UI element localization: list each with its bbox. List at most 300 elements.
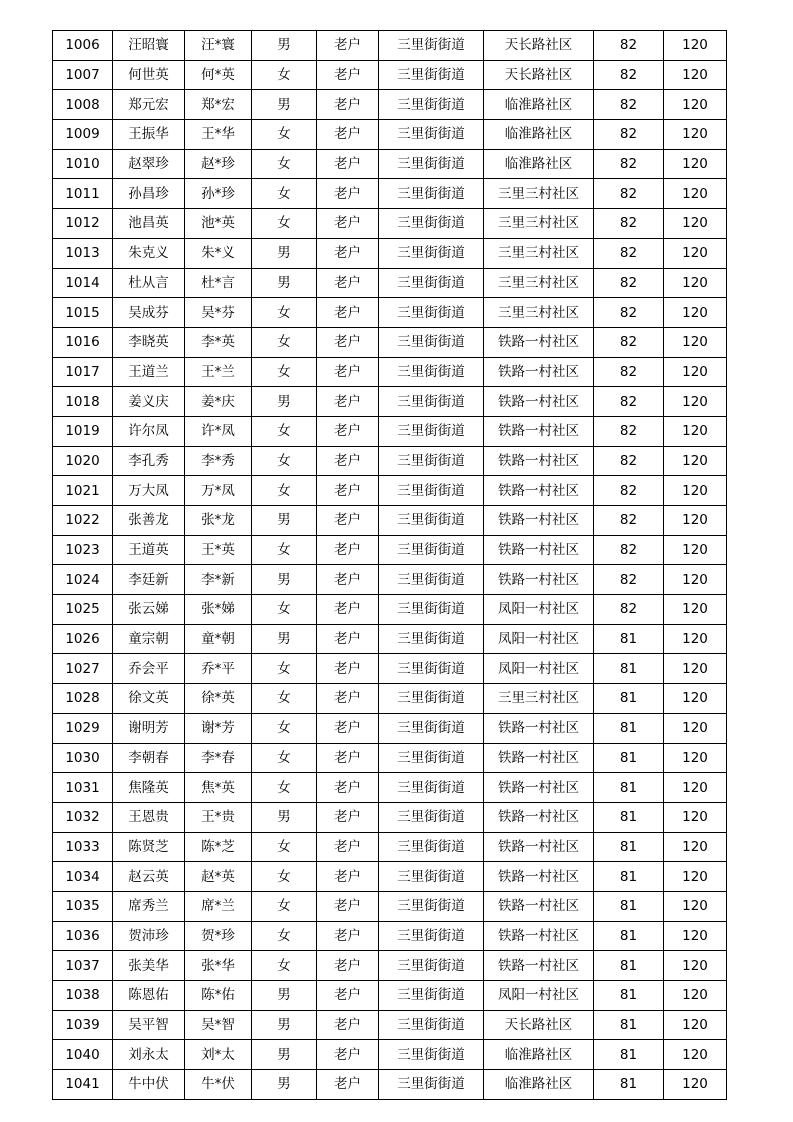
gender-cell: 女 xyxy=(252,298,317,328)
full-name-cell: 王恩贵 xyxy=(113,802,185,832)
amount-cell: 120 xyxy=(664,268,727,298)
full-name-cell: 徐文英 xyxy=(113,684,185,714)
masked-name-cell: 王*英 xyxy=(185,535,252,565)
age-cell: 82 xyxy=(594,179,664,209)
community-cell: 铁路一村社区 xyxy=(484,535,594,565)
age-cell: 81 xyxy=(594,981,664,1011)
amount-cell: 120 xyxy=(664,1040,727,1070)
amount-cell: 120 xyxy=(664,238,727,268)
gender-cell: 女 xyxy=(252,446,317,476)
community-cell: 三里三村社区 xyxy=(484,238,594,268)
street-cell: 三里街街道 xyxy=(379,862,484,892)
table-row xyxy=(53,624,727,654)
age-cell: 81 xyxy=(594,1070,664,1100)
table-row xyxy=(53,31,727,61)
category-cell: 老户 xyxy=(317,387,379,417)
community-cell: 三里三村社区 xyxy=(484,684,594,714)
full-name-cell: 牛中伏 xyxy=(113,1070,185,1100)
age-cell: 82 xyxy=(594,238,664,268)
id-cell: 1009 xyxy=(53,120,113,150)
street-cell: 三里街街道 xyxy=(379,1010,484,1040)
community-cell: 铁路一村社区 xyxy=(484,416,594,446)
id-cell: 1036 xyxy=(53,921,113,951)
table-row xyxy=(53,743,727,773)
amount-cell: 120 xyxy=(664,565,727,595)
table-row xyxy=(53,1010,727,1040)
community-cell: 铁路一村社区 xyxy=(484,476,594,506)
age-cell: 82 xyxy=(594,357,664,387)
age-cell: 81 xyxy=(594,891,664,921)
age-cell: 81 xyxy=(594,713,664,743)
masked-name-cell: 王*贵 xyxy=(185,802,252,832)
age-cell: 81 xyxy=(594,743,664,773)
category-cell: 老户 xyxy=(317,654,379,684)
full-name-cell: 何世英 xyxy=(113,60,185,90)
age-cell: 81 xyxy=(594,684,664,714)
street-cell: 三里街街道 xyxy=(379,1040,484,1070)
street-cell: 三里街街道 xyxy=(379,416,484,446)
id-cell: 1022 xyxy=(53,506,113,536)
id-cell: 1019 xyxy=(53,416,113,446)
gender-cell: 女 xyxy=(252,357,317,387)
gender-cell: 男 xyxy=(252,981,317,1011)
id-cell: 1032 xyxy=(53,802,113,832)
gender-cell: 女 xyxy=(252,921,317,951)
amount-cell: 120 xyxy=(664,773,727,803)
id-cell: 1038 xyxy=(53,981,113,1011)
community-cell: 临淮路社区 xyxy=(484,90,594,120)
full-name-cell: 李朝春 xyxy=(113,743,185,773)
table-row xyxy=(53,179,727,209)
id-cell: 1039 xyxy=(53,1010,113,1040)
street-cell: 三里街街道 xyxy=(379,981,484,1011)
full-name-cell: 刘永太 xyxy=(113,1040,185,1070)
category-cell: 老户 xyxy=(317,862,379,892)
masked-name-cell: 徐*英 xyxy=(185,684,252,714)
masked-name-cell: 牛*伏 xyxy=(185,1070,252,1100)
id-cell: 1007 xyxy=(53,60,113,90)
age-cell: 82 xyxy=(594,90,664,120)
street-cell: 三里街街道 xyxy=(379,624,484,654)
full-name-cell: 李晓英 xyxy=(113,327,185,357)
masked-name-cell: 李*秀 xyxy=(185,446,252,476)
id-cell: 1040 xyxy=(53,1040,113,1070)
table-row xyxy=(53,921,727,951)
table-row xyxy=(53,891,727,921)
gender-cell: 女 xyxy=(252,743,317,773)
amount-cell: 120 xyxy=(664,624,727,654)
street-cell: 三里街街道 xyxy=(379,595,484,625)
category-cell: 老户 xyxy=(317,506,379,536)
category-cell: 老户 xyxy=(317,446,379,476)
table-row xyxy=(53,981,727,1011)
community-cell: 天长路社区 xyxy=(484,60,594,90)
category-cell: 老户 xyxy=(317,951,379,981)
street-cell: 三里街街道 xyxy=(379,684,484,714)
street-cell: 三里街街道 xyxy=(379,773,484,803)
age-cell: 82 xyxy=(594,298,664,328)
id-cell: 1033 xyxy=(53,832,113,862)
gender-cell: 男 xyxy=(252,1010,317,1040)
table-row xyxy=(53,149,727,179)
amount-cell: 120 xyxy=(664,1010,727,1040)
age-cell: 81 xyxy=(594,862,664,892)
amount-cell: 120 xyxy=(664,654,727,684)
gender-cell: 女 xyxy=(252,535,317,565)
community-cell: 铁路一村社区 xyxy=(484,773,594,803)
table-row xyxy=(53,1070,727,1100)
table-row xyxy=(53,209,727,239)
community-cell: 铁路一村社区 xyxy=(484,802,594,832)
full-name-cell: 郑元宏 xyxy=(113,90,185,120)
age-cell: 82 xyxy=(594,209,664,239)
masked-name-cell: 池*英 xyxy=(185,209,252,239)
table-row xyxy=(53,387,727,417)
street-cell: 三里街街道 xyxy=(379,921,484,951)
community-cell: 铁路一村社区 xyxy=(484,446,594,476)
id-cell: 1017 xyxy=(53,357,113,387)
id-cell: 1018 xyxy=(53,387,113,417)
table-row xyxy=(53,773,727,803)
street-cell: 三里街街道 xyxy=(379,357,484,387)
table-row xyxy=(53,446,727,476)
table-row xyxy=(53,565,727,595)
masked-name-cell: 乔*平 xyxy=(185,654,252,684)
masked-name-cell: 刘*太 xyxy=(185,1040,252,1070)
street-cell: 三里街街道 xyxy=(379,713,484,743)
category-cell: 老户 xyxy=(317,832,379,862)
masked-name-cell: 王*兰 xyxy=(185,357,252,387)
table-row xyxy=(53,90,727,120)
community-cell: 临淮路社区 xyxy=(484,1070,594,1100)
table-row xyxy=(53,654,727,684)
age-cell: 82 xyxy=(594,535,664,565)
age-cell: 81 xyxy=(594,802,664,832)
street-cell: 三里街街道 xyxy=(379,951,484,981)
roster-body xyxy=(53,31,727,1100)
gender-cell: 女 xyxy=(252,832,317,862)
community-cell: 临淮路社区 xyxy=(484,1040,594,1070)
id-cell: 1031 xyxy=(53,773,113,803)
age-cell: 82 xyxy=(594,416,664,446)
community-cell: 天长路社区 xyxy=(484,31,594,61)
age-cell: 82 xyxy=(594,60,664,90)
amount-cell: 120 xyxy=(664,743,727,773)
id-cell: 1006 xyxy=(53,31,113,61)
gender-cell: 男 xyxy=(252,506,317,536)
age-cell: 81 xyxy=(594,1010,664,1040)
id-cell: 1027 xyxy=(53,654,113,684)
masked-name-cell: 王*华 xyxy=(185,120,252,150)
full-name-cell: 赵翠珍 xyxy=(113,149,185,179)
masked-name-cell: 李*新 xyxy=(185,565,252,595)
amount-cell: 120 xyxy=(664,31,727,61)
street-cell: 三里街街道 xyxy=(379,298,484,328)
amount-cell: 120 xyxy=(664,684,727,714)
street-cell: 三里街街道 xyxy=(379,446,484,476)
table-row xyxy=(53,862,727,892)
amount-cell: 120 xyxy=(664,595,727,625)
full-name-cell: 乔会平 xyxy=(113,654,185,684)
id-cell: 1030 xyxy=(53,743,113,773)
document-page xyxy=(52,30,726,1100)
table-row xyxy=(53,268,727,298)
age-cell: 82 xyxy=(594,476,664,506)
age-cell: 82 xyxy=(594,120,664,150)
street-cell: 三里街街道 xyxy=(379,654,484,684)
id-cell: 1034 xyxy=(53,862,113,892)
gender-cell: 女 xyxy=(252,327,317,357)
category-cell: 老户 xyxy=(317,90,379,120)
community-cell: 铁路一村社区 xyxy=(484,327,594,357)
community-cell: 凤阳一村社区 xyxy=(484,981,594,1011)
category-cell: 老户 xyxy=(317,595,379,625)
amount-cell: 120 xyxy=(664,476,727,506)
masked-name-cell: 杜*言 xyxy=(185,268,252,298)
amount-cell: 120 xyxy=(664,891,727,921)
masked-name-cell: 孙*珍 xyxy=(185,179,252,209)
community-cell: 凤阳一村社区 xyxy=(484,595,594,625)
gender-cell: 男 xyxy=(252,90,317,120)
community-cell: 铁路一村社区 xyxy=(484,713,594,743)
age-cell: 81 xyxy=(594,624,664,654)
age-cell: 81 xyxy=(594,832,664,862)
category-cell: 老户 xyxy=(317,179,379,209)
category-cell: 老户 xyxy=(317,921,379,951)
community-cell: 天长路社区 xyxy=(484,1010,594,1040)
amount-cell: 120 xyxy=(664,416,727,446)
street-cell: 三里街街道 xyxy=(379,891,484,921)
full-name-cell: 孙昌珍 xyxy=(113,179,185,209)
street-cell: 三里街街道 xyxy=(379,387,484,417)
age-cell: 82 xyxy=(594,387,664,417)
community-cell: 铁路一村社区 xyxy=(484,862,594,892)
age-cell: 82 xyxy=(594,268,664,298)
gender-cell: 男 xyxy=(252,268,317,298)
gender-cell: 女 xyxy=(252,713,317,743)
category-cell: 老户 xyxy=(317,60,379,90)
gender-cell: 男 xyxy=(252,1040,317,1070)
full-name-cell: 王振华 xyxy=(113,120,185,150)
table-row xyxy=(53,713,727,743)
street-cell: 三里街街道 xyxy=(379,120,484,150)
age-cell: 82 xyxy=(594,327,664,357)
community-cell: 临淮路社区 xyxy=(484,149,594,179)
amount-cell: 120 xyxy=(664,862,727,892)
community-cell: 铁路一村社区 xyxy=(484,565,594,595)
street-cell: 三里街街道 xyxy=(379,238,484,268)
gender-cell: 男 xyxy=(252,238,317,268)
gender-cell: 女 xyxy=(252,476,317,506)
gender-cell: 女 xyxy=(252,862,317,892)
full-name-cell: 张云娣 xyxy=(113,595,185,625)
age-cell: 82 xyxy=(594,31,664,61)
masked-name-cell: 席*兰 xyxy=(185,891,252,921)
id-cell: 1021 xyxy=(53,476,113,506)
id-cell: 1035 xyxy=(53,891,113,921)
full-name-cell: 李廷新 xyxy=(113,565,185,595)
street-cell: 三里街街道 xyxy=(379,268,484,298)
community-cell: 凤阳一村社区 xyxy=(484,624,594,654)
category-cell: 老户 xyxy=(317,149,379,179)
category-cell: 老户 xyxy=(317,713,379,743)
amount-cell: 120 xyxy=(664,951,727,981)
age-cell: 81 xyxy=(594,654,664,684)
table-row xyxy=(53,298,727,328)
age-cell: 82 xyxy=(594,446,664,476)
gender-cell: 男 xyxy=(252,1070,317,1100)
community-cell: 铁路一村社区 xyxy=(484,387,594,417)
masked-name-cell: 李*春 xyxy=(185,743,252,773)
id-cell: 1029 xyxy=(53,713,113,743)
table-row xyxy=(53,238,727,268)
amount-cell: 120 xyxy=(664,209,727,239)
street-cell: 三里街街道 xyxy=(379,327,484,357)
table-row xyxy=(53,802,727,832)
street-cell: 三里街街道 xyxy=(379,802,484,832)
full-name-cell: 朱克义 xyxy=(113,238,185,268)
amount-cell: 120 xyxy=(664,832,727,862)
street-cell: 三里街街道 xyxy=(379,31,484,61)
amount-cell: 120 xyxy=(664,921,727,951)
community-cell: 铁路一村社区 xyxy=(484,832,594,862)
age-cell: 81 xyxy=(594,921,664,951)
id-cell: 1011 xyxy=(53,179,113,209)
category-cell: 老户 xyxy=(317,476,379,506)
table-row xyxy=(53,416,727,446)
amount-cell: 120 xyxy=(664,60,727,90)
category-cell: 老户 xyxy=(317,1010,379,1040)
gender-cell: 女 xyxy=(252,120,317,150)
table-row xyxy=(53,476,727,506)
community-cell: 三里三村社区 xyxy=(484,298,594,328)
amount-cell: 120 xyxy=(664,713,727,743)
amount-cell: 120 xyxy=(664,327,727,357)
gender-cell: 女 xyxy=(252,773,317,803)
category-cell: 老户 xyxy=(317,120,379,150)
amount-cell: 120 xyxy=(664,981,727,1011)
full-name-cell: 池昌英 xyxy=(113,209,185,239)
full-name-cell: 王道兰 xyxy=(113,357,185,387)
street-cell: 三里街街道 xyxy=(379,565,484,595)
amount-cell: 120 xyxy=(664,298,727,328)
full-name-cell: 席秀兰 xyxy=(113,891,185,921)
category-cell: 老户 xyxy=(317,684,379,714)
masked-name-cell: 张*娣 xyxy=(185,595,252,625)
category-cell: 老户 xyxy=(317,1040,379,1070)
full-name-cell: 贺沛珍 xyxy=(113,921,185,951)
full-name-cell: 王道英 xyxy=(113,535,185,565)
amount-cell: 120 xyxy=(664,446,727,476)
roster-table xyxy=(52,30,727,1100)
gender-cell: 女 xyxy=(252,595,317,625)
community-cell: 铁路一村社区 xyxy=(484,951,594,981)
full-name-cell: 赵云英 xyxy=(113,862,185,892)
id-cell: 1025 xyxy=(53,595,113,625)
community-cell: 铁路一村社区 xyxy=(484,891,594,921)
id-cell: 1015 xyxy=(53,298,113,328)
category-cell: 老户 xyxy=(317,565,379,595)
gender-cell: 男 xyxy=(252,565,317,595)
community-cell: 三里三村社区 xyxy=(484,179,594,209)
masked-name-cell: 万*凤 xyxy=(185,476,252,506)
category-cell: 老户 xyxy=(317,209,379,239)
full-name-cell: 吴成芬 xyxy=(113,298,185,328)
full-name-cell: 张善龙 xyxy=(113,506,185,536)
masked-name-cell: 陈*佑 xyxy=(185,981,252,1011)
gender-cell: 女 xyxy=(252,416,317,446)
masked-name-cell: 许*凤 xyxy=(185,416,252,446)
category-cell: 老户 xyxy=(317,743,379,773)
category-cell: 老户 xyxy=(317,416,379,446)
category-cell: 老户 xyxy=(317,268,379,298)
street-cell: 三里街街道 xyxy=(379,1070,484,1100)
age-cell: 81 xyxy=(594,951,664,981)
amount-cell: 120 xyxy=(664,535,727,565)
gender-cell: 男 xyxy=(252,624,317,654)
full-name-cell: 吴平智 xyxy=(113,1010,185,1040)
masked-name-cell: 赵*英 xyxy=(185,862,252,892)
id-cell: 1016 xyxy=(53,327,113,357)
masked-name-cell: 何*英 xyxy=(185,60,252,90)
gender-cell: 女 xyxy=(252,951,317,981)
full-name-cell: 陈恩佑 xyxy=(113,981,185,1011)
gender-cell: 女 xyxy=(252,209,317,239)
full-name-cell: 万大凤 xyxy=(113,476,185,506)
masked-name-cell: 贺*珍 xyxy=(185,921,252,951)
id-cell: 1037 xyxy=(53,951,113,981)
amount-cell: 120 xyxy=(664,90,727,120)
gender-cell: 男 xyxy=(252,802,317,832)
age-cell: 82 xyxy=(594,506,664,536)
amount-cell: 120 xyxy=(664,506,727,536)
street-cell: 三里街街道 xyxy=(379,179,484,209)
category-cell: 老户 xyxy=(317,773,379,803)
masked-name-cell: 谢*芳 xyxy=(185,713,252,743)
masked-name-cell: 童*朝 xyxy=(185,624,252,654)
street-cell: 三里街街道 xyxy=(379,149,484,179)
full-name-cell: 李孔秀 xyxy=(113,446,185,476)
amount-cell: 120 xyxy=(664,1070,727,1100)
community-cell: 三里三村社区 xyxy=(484,209,594,239)
gender-cell: 女 xyxy=(252,684,317,714)
full-name-cell: 谢明芳 xyxy=(113,713,185,743)
masked-name-cell: 焦*英 xyxy=(185,773,252,803)
id-cell: 1013 xyxy=(53,238,113,268)
gender-cell: 女 xyxy=(252,60,317,90)
id-cell: 1010 xyxy=(53,149,113,179)
masked-name-cell: 朱*义 xyxy=(185,238,252,268)
category-cell: 老户 xyxy=(317,31,379,61)
amount-cell: 120 xyxy=(664,179,727,209)
age-cell: 82 xyxy=(594,149,664,179)
amount-cell: 120 xyxy=(664,357,727,387)
amount-cell: 120 xyxy=(664,120,727,150)
table-row xyxy=(53,951,727,981)
masked-name-cell: 姜*庆 xyxy=(185,387,252,417)
category-cell: 老户 xyxy=(317,981,379,1011)
category-cell: 老户 xyxy=(317,357,379,387)
community-cell: 凤阳一村社区 xyxy=(484,654,594,684)
community-cell: 三里三村社区 xyxy=(484,268,594,298)
full-name-cell: 许尔凤 xyxy=(113,416,185,446)
gender-cell: 女 xyxy=(252,149,317,179)
table-row xyxy=(53,1040,727,1070)
street-cell: 三里街街道 xyxy=(379,90,484,120)
table-row xyxy=(53,60,727,90)
street-cell: 三里街街道 xyxy=(379,60,484,90)
masked-name-cell: 赵*珍 xyxy=(185,149,252,179)
